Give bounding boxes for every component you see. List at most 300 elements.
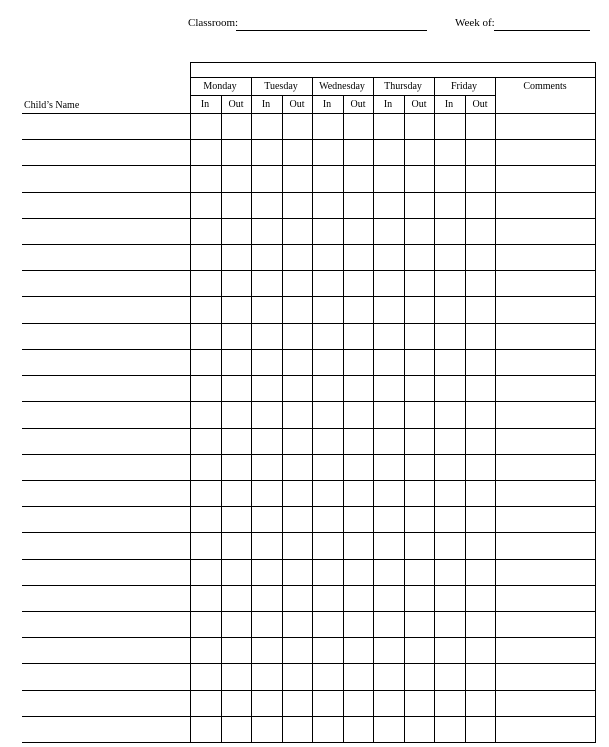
time-cell[interactable]	[191, 219, 221, 244]
time-cell[interactable]	[344, 376, 373, 401]
time-cell[interactable]	[283, 166, 312, 192]
time-cell[interactable]	[313, 193, 343, 218]
time-cell[interactable]	[191, 114, 221, 139]
time-cell[interactable]	[466, 429, 495, 454]
comments-cell[interactable]	[496, 271, 595, 296]
time-cell[interactable]	[252, 324, 282, 349]
time-cell[interactable]	[191, 717, 221, 742]
time-cell[interactable]	[405, 664, 434, 690]
day-header-tuesday: Tuesday	[264, 81, 298, 92]
time-cell[interactable]	[313, 481, 343, 506]
time-cell[interactable]	[435, 350, 465, 375]
time-cell[interactable]	[344, 586, 373, 611]
day-header-monday: Monday	[203, 81, 237, 92]
classroom-label: Classroom:	[188, 17, 239, 29]
time-cell[interactable]	[252, 612, 282, 637]
time-cell[interactable]	[435, 193, 465, 218]
comments-cell[interactable]	[496, 166, 595, 192]
time-cell[interactable]	[374, 429, 404, 454]
time-cell[interactable]	[344, 114, 373, 139]
time-cell[interactable]	[344, 271, 373, 296]
time-cell[interactable]	[191, 193, 221, 218]
time-cell[interactable]	[435, 245, 465, 270]
time-cell[interactable]	[191, 297, 221, 323]
time-cell[interactable]	[222, 533, 251, 559]
time-cell[interactable]	[344, 297, 373, 323]
time-cell[interactable]	[283, 638, 312, 663]
time-cell[interactable]	[435, 376, 465, 401]
time-cell[interactable]	[435, 324, 465, 349]
time-cell[interactable]	[313, 717, 343, 742]
time-cell[interactable]	[344, 219, 373, 244]
comments-cell[interactable]	[496, 481, 595, 506]
time-cell[interactable]	[283, 219, 312, 244]
time-cell[interactable]	[283, 429, 312, 454]
time-cell[interactable]	[191, 324, 221, 349]
time-cell[interactable]	[344, 140, 373, 165]
time-cell[interactable]	[405, 507, 434, 532]
time-cell[interactable]	[313, 114, 343, 139]
time-cell[interactable]	[374, 560, 404, 585]
time-cell[interactable]	[344, 533, 373, 559]
child-name-cell[interactable]	[22, 166, 190, 192]
comments-cell[interactable]	[496, 638, 595, 663]
child-name-cell[interactable]	[22, 481, 190, 506]
time-cell[interactable]	[466, 140, 495, 165]
time-cell[interactable]	[313, 560, 343, 585]
comments-cell[interactable]	[496, 114, 595, 139]
comments-cell[interactable]	[496, 717, 595, 742]
time-cell[interactable]	[405, 638, 434, 663]
time-cell[interactable]	[313, 455, 343, 480]
time-cell[interactable]	[466, 193, 495, 218]
time-cell[interactable]	[252, 350, 282, 375]
day-header-friday: Friday	[450, 81, 478, 92]
time-cell[interactable]	[313, 219, 343, 244]
time-cell[interactable]	[405, 271, 434, 296]
time-cell[interactable]	[405, 691, 434, 716]
time-cell[interactable]	[344, 717, 373, 742]
time-cell[interactable]	[344, 664, 373, 690]
time-cell[interactable]	[191, 402, 221, 428]
time-cell[interactable]	[191, 664, 221, 690]
time-cell[interactable]	[435, 455, 465, 480]
time-cell[interactable]	[405, 166, 434, 192]
time-cell[interactable]	[374, 612, 404, 637]
child-name-cell[interactable]	[22, 429, 190, 454]
time-cell[interactable]	[191, 533, 221, 559]
comments-header: Comments	[523, 81, 567, 92]
time-cell[interactable]	[222, 560, 251, 585]
child-name-cell[interactable]	[22, 376, 190, 401]
time-cell[interactable]	[405, 402, 434, 428]
monday-in-header: In	[200, 99, 210, 110]
time-cell[interactable]	[313, 612, 343, 637]
time-cell[interactable]	[283, 664, 312, 690]
time-cell[interactable]	[344, 638, 373, 663]
time-cell[interactable]	[252, 586, 282, 611]
time-cell[interactable]	[374, 297, 404, 323]
time-cell[interactable]	[313, 245, 343, 270]
time-cell[interactable]	[374, 324, 404, 349]
time-cell[interactable]	[222, 166, 251, 192]
time-cell[interactable]	[283, 350, 312, 375]
time-cell[interactable]	[222, 219, 251, 244]
time-cell[interactable]	[222, 455, 251, 480]
time-cell[interactable]	[283, 193, 312, 218]
time-cell[interactable]	[222, 114, 251, 139]
time-cell[interactable]	[374, 114, 404, 139]
time-cell[interactable]	[191, 429, 221, 454]
time-cell[interactable]	[374, 664, 404, 690]
time-cell[interactable]	[435, 219, 465, 244]
child-name-cell[interactable]	[22, 140, 190, 165]
time-cell[interactable]	[191, 560, 221, 585]
time-cell[interactable]	[374, 638, 404, 663]
time-cell[interactable]	[466, 376, 495, 401]
child-name-cell[interactable]	[22, 691, 190, 716]
time-cell[interactable]	[405, 350, 434, 375]
time-cell[interactable]	[222, 717, 251, 742]
time-cell[interactable]	[252, 691, 282, 716]
time-cell[interactable]	[191, 376, 221, 401]
time-cell[interactable]	[344, 507, 373, 532]
time-cell[interactable]	[344, 429, 373, 454]
time-cell[interactable]	[313, 586, 343, 611]
time-cell[interactable]	[435, 586, 465, 611]
time-cell[interactable]	[222, 507, 251, 532]
time-cell[interactable]	[252, 271, 282, 296]
time-cell[interactable]	[344, 560, 373, 585]
time-cell[interactable]	[344, 481, 373, 506]
time-cell[interactable]	[191, 455, 221, 480]
time-cell[interactable]	[344, 166, 373, 192]
comments-cell[interactable]	[496, 140, 595, 165]
time-cell[interactable]	[374, 219, 404, 244]
time-cell[interactable]	[191, 507, 221, 532]
time-cell[interactable]	[191, 638, 221, 663]
time-cell[interactable]	[405, 429, 434, 454]
time-cell[interactable]	[466, 245, 495, 270]
childs-name-header: Child’s Name	[24, 100, 80, 111]
time-cell[interactable]	[435, 481, 465, 506]
time-cell[interactable]	[252, 717, 282, 742]
time-cell[interactable]	[466, 114, 495, 139]
time-cell[interactable]	[344, 612, 373, 637]
time-cell[interactable]	[191, 140, 221, 165]
time-cell[interactable]	[191, 612, 221, 637]
time-cell[interactable]	[252, 376, 282, 401]
time-cell[interactable]	[466, 691, 495, 716]
time-cell[interactable]	[374, 533, 404, 559]
time-cell[interactable]	[222, 481, 251, 506]
time-cell[interactable]	[222, 271, 251, 296]
time-cell[interactable]	[313, 297, 343, 323]
time-cell[interactable]	[313, 664, 343, 690]
time-cell[interactable]	[435, 638, 465, 663]
time-cell[interactable]	[252, 219, 282, 244]
time-cell[interactable]	[313, 402, 343, 428]
time-cell[interactable]	[252, 402, 282, 428]
time-cell[interactable]	[252, 193, 282, 218]
child-name-cell[interactable]	[22, 717, 190, 742]
time-cell[interactable]	[313, 140, 343, 165]
time-cell[interactable]	[252, 429, 282, 454]
time-cell[interactable]	[374, 717, 404, 742]
comments-cell[interactable]	[496, 376, 595, 401]
child-name-cell[interactable]	[22, 507, 190, 532]
time-cell[interactable]	[313, 533, 343, 559]
time-cell[interactable]	[374, 507, 404, 532]
time-cell[interactable]	[405, 612, 434, 637]
time-cell[interactable]	[374, 350, 404, 375]
time-cell[interactable]	[283, 245, 312, 270]
child-name-cell[interactable]	[22, 271, 190, 296]
time-cell[interactable]	[283, 297, 312, 323]
time-cell[interactable]	[283, 455, 312, 480]
comments-cell[interactable]	[496, 533, 595, 559]
time-cell[interactable]	[252, 114, 282, 139]
time-cell[interactable]	[435, 533, 465, 559]
time-cell[interactable]	[222, 324, 251, 349]
time-cell[interactable]	[313, 507, 343, 532]
time-cell[interactable]	[374, 140, 404, 165]
comments-cell[interactable]	[496, 219, 595, 244]
time-cell[interactable]	[466, 166, 495, 192]
comments-cell[interactable]	[496, 245, 595, 270]
time-cell[interactable]	[191, 166, 221, 192]
time-cell[interactable]	[252, 507, 282, 532]
time-cell[interactable]	[435, 664, 465, 690]
comments-cell[interactable]	[496, 324, 595, 349]
day-header-wednesday: Wednesday	[319, 81, 365, 92]
time-cell[interactable]	[374, 586, 404, 611]
time-cell[interactable]	[435, 271, 465, 296]
time-cell[interactable]	[405, 219, 434, 244]
time-cell[interactable]	[344, 245, 373, 270]
time-cell[interactable]	[466, 638, 495, 663]
child-name-cell[interactable]	[22, 612, 190, 637]
time-cell[interactable]	[283, 481, 312, 506]
time-cell[interactable]	[191, 691, 221, 716]
time-cell[interactable]	[222, 350, 251, 375]
child-name-cell[interactable]	[22, 193, 190, 218]
comments-cell[interactable]	[496, 586, 595, 611]
time-cell[interactable]	[313, 350, 343, 375]
time-cell[interactable]	[191, 586, 221, 611]
child-name-cell[interactable]	[22, 455, 190, 480]
comments-cell[interactable]	[496, 691, 595, 716]
time-cell[interactable]	[313, 638, 343, 663]
time-cell[interactable]	[313, 691, 343, 716]
time-cell[interactable]	[435, 507, 465, 532]
comments-cell[interactable]	[496, 429, 595, 454]
child-name-cell[interactable]	[22, 586, 190, 611]
time-cell[interactable]	[405, 533, 434, 559]
time-cell[interactable]	[313, 166, 343, 192]
time-cell[interactable]	[222, 297, 251, 323]
time-cell[interactable]	[222, 638, 251, 663]
time-cell[interactable]	[466, 481, 495, 506]
child-name-cell[interactable]	[22, 245, 190, 270]
time-cell[interactable]	[466, 586, 495, 611]
time-cell[interactable]	[405, 717, 434, 742]
time-cell[interactable]	[252, 638, 282, 663]
time-cell[interactable]	[222, 586, 251, 611]
time-cell[interactable]	[466, 271, 495, 296]
time-cell[interactable]	[435, 114, 465, 139]
comments-cell[interactable]	[496, 664, 595, 690]
time-cell[interactable]	[313, 324, 343, 349]
time-cell[interactable]	[191, 350, 221, 375]
time-cell[interactable]	[283, 507, 312, 532]
time-cell[interactable]	[344, 324, 373, 349]
time-cell[interactable]	[466, 455, 495, 480]
child-name-cell[interactable]	[22, 350, 190, 375]
time-cell[interactable]	[222, 140, 251, 165]
child-name-cell[interactable]	[22, 219, 190, 244]
time-cell[interactable]	[252, 455, 282, 480]
time-cell[interactable]	[435, 560, 465, 585]
child-name-cell[interactable]	[22, 533, 190, 559]
monday-out-header: Out	[228, 99, 244, 110]
comments-cell[interactable]	[496, 193, 595, 218]
time-cell[interactable]	[283, 376, 312, 401]
time-cell[interactable]	[466, 219, 495, 244]
time-cell[interactable]	[466, 612, 495, 637]
time-cell[interactable]	[191, 271, 221, 296]
time-cell[interactable]	[466, 402, 495, 428]
time-cell[interactable]	[405, 481, 434, 506]
time-cell[interactable]	[283, 533, 312, 559]
time-cell[interactable]	[283, 612, 312, 637]
time-cell[interactable]	[466, 664, 495, 690]
comments-cell[interactable]	[496, 297, 595, 323]
time-cell[interactable]	[405, 455, 434, 480]
time-cell[interactable]	[252, 481, 282, 506]
child-name-cell[interactable]	[22, 324, 190, 349]
time-cell[interactable]	[252, 560, 282, 585]
time-cell[interactable]	[283, 717, 312, 742]
time-cell[interactable]	[435, 140, 465, 165]
time-cell[interactable]	[374, 691, 404, 716]
time-cell[interactable]	[435, 402, 465, 428]
time-cell[interactable]	[374, 193, 404, 218]
time-cell[interactable]	[405, 376, 434, 401]
comments-cell[interactable]	[496, 350, 595, 375]
child-name-cell[interactable]	[22, 664, 190, 690]
time-cell[interactable]	[466, 350, 495, 375]
time-cell[interactable]	[374, 402, 404, 428]
time-cell[interactable]	[405, 245, 434, 270]
time-cell[interactable]	[283, 402, 312, 428]
time-cell[interactable]	[374, 271, 404, 296]
time-cell[interactable]	[222, 429, 251, 454]
time-cell[interactable]	[191, 245, 221, 270]
time-cell[interactable]	[252, 140, 282, 165]
time-cell[interactable]	[466, 507, 495, 532]
comments-cell[interactable]	[496, 455, 595, 480]
time-cell[interactable]	[252, 245, 282, 270]
time-cell[interactable]	[466, 560, 495, 585]
time-cell[interactable]	[435, 297, 465, 323]
time-cell[interactable]	[191, 481, 221, 506]
time-cell[interactable]	[313, 376, 343, 401]
time-cell[interactable]	[222, 193, 251, 218]
time-cell[interactable]	[222, 376, 251, 401]
time-cell[interactable]	[344, 455, 373, 480]
time-cell[interactable]	[466, 533, 495, 559]
time-cell[interactable]	[405, 114, 434, 139]
time-cell[interactable]	[374, 376, 404, 401]
time-cell[interactable]	[405, 586, 434, 611]
time-cell[interactable]	[405, 324, 434, 349]
time-cell[interactable]	[466, 324, 495, 349]
time-cell[interactable]	[283, 586, 312, 611]
time-cell[interactable]	[222, 691, 251, 716]
time-cell[interactable]	[283, 691, 312, 716]
time-cell[interactable]	[252, 297, 282, 323]
time-cell[interactable]	[222, 612, 251, 637]
time-cell[interactable]	[252, 166, 282, 192]
time-cell[interactable]	[313, 271, 343, 296]
time-cell[interactable]	[344, 193, 373, 218]
time-cell[interactable]	[222, 245, 251, 270]
time-cell[interactable]	[344, 402, 373, 428]
time-cell[interactable]	[466, 717, 495, 742]
time-cell[interactable]	[374, 166, 404, 192]
time-cell[interactable]	[405, 297, 434, 323]
wednesday-out-header: Out	[350, 99, 366, 110]
comments-cell[interactable]	[496, 612, 595, 637]
time-cell[interactable]	[435, 691, 465, 716]
time-cell[interactable]	[283, 140, 312, 165]
time-cell[interactable]	[405, 193, 434, 218]
child-name-cell[interactable]	[22, 297, 190, 323]
time-cell[interactable]	[435, 429, 465, 454]
time-cell[interactable]	[252, 533, 282, 559]
time-cell[interactable]	[405, 140, 434, 165]
time-cell[interactable]	[283, 324, 312, 349]
child-name-cell[interactable]	[22, 114, 190, 139]
time-cell[interactable]	[283, 114, 312, 139]
time-cell[interactable]	[344, 350, 373, 375]
time-cell[interactable]	[252, 664, 282, 690]
time-cell[interactable]	[374, 455, 404, 480]
time-cell[interactable]	[405, 560, 434, 585]
child-name-cell[interactable]	[22, 638, 190, 663]
time-cell[interactable]	[283, 271, 312, 296]
time-cell[interactable]	[435, 166, 465, 192]
time-cell[interactable]	[374, 481, 404, 506]
time-cell[interactable]	[435, 717, 465, 742]
friday-out-header: Out	[472, 99, 488, 110]
comments-cell[interactable]	[496, 402, 595, 428]
comments-cell[interactable]	[496, 507, 595, 532]
child-name-cell[interactable]	[22, 560, 190, 585]
time-cell[interactable]	[313, 429, 343, 454]
time-cell[interactable]	[344, 691, 373, 716]
time-cell[interactable]	[222, 664, 251, 690]
comments-cell[interactable]	[496, 560, 595, 585]
time-cell[interactable]	[435, 612, 465, 637]
time-cell[interactable]	[283, 560, 312, 585]
wednesday-in-header: In	[322, 99, 332, 110]
time-cell[interactable]	[222, 402, 251, 428]
time-cell[interactable]	[466, 297, 495, 323]
child-name-cell[interactable]	[22, 402, 190, 428]
time-cell[interactable]	[374, 245, 404, 270]
